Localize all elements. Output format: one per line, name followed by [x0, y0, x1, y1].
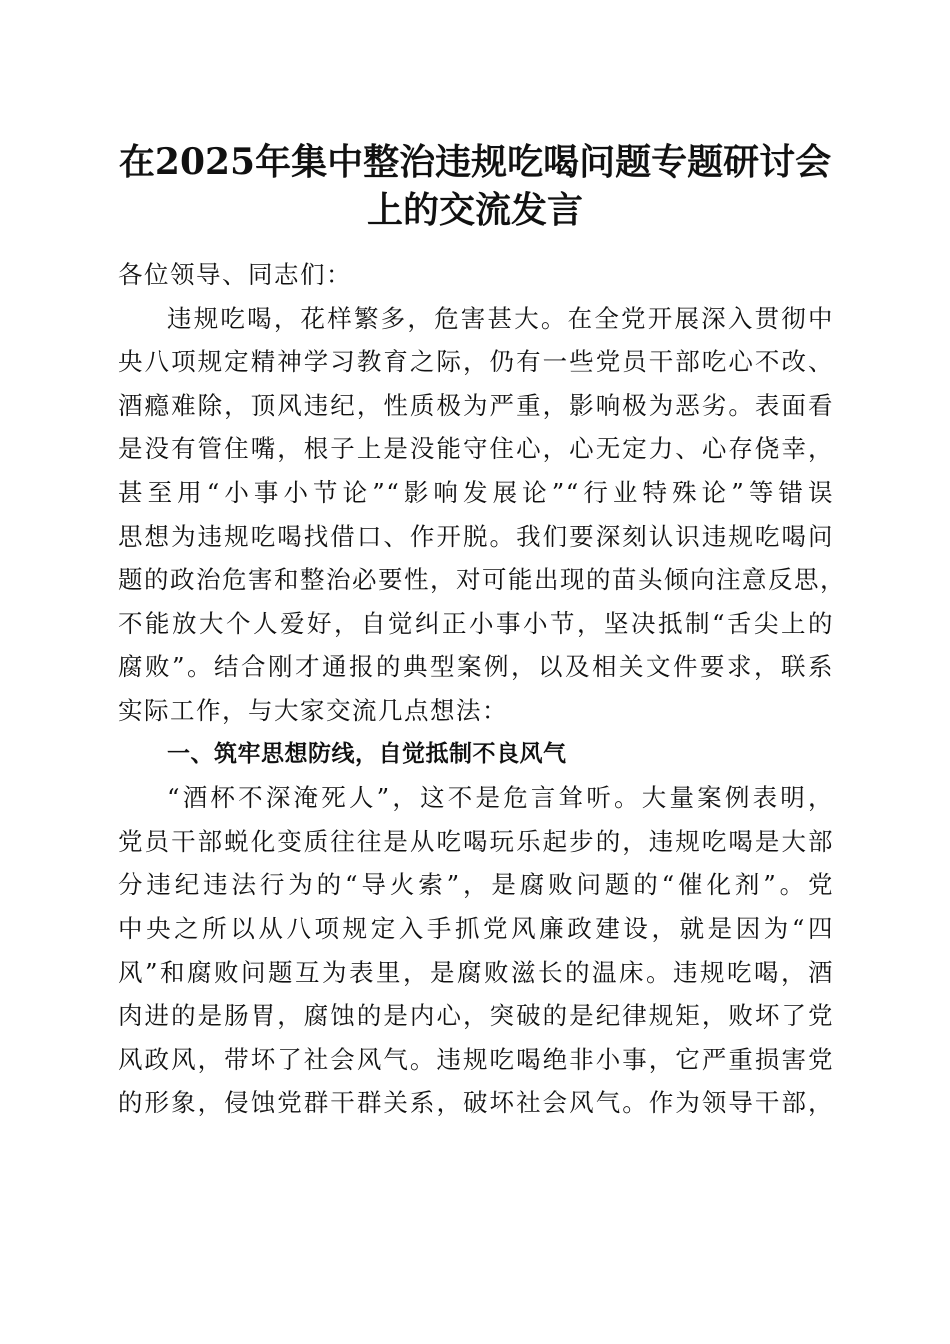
title-line-1: 在2025年集中整治违规吃喝问题专题研讨会 [118, 141, 832, 183]
paragraph-1-line: 违规吃喝，花样繁多，危害甚大。在全党开展深入贯彻中 [167, 303, 834, 333]
paragraph-2-line: 风政风，带坏了社会风气。违规吃喝绝非小事，它严重损害党 [118, 1044, 834, 1074]
section-1-heading: 一、筑牢思想防线，自觉抵制不良风气 [167, 740, 567, 767]
document-title [100, 138, 850, 234]
paragraph-1-line: 央八项规定精神学习教育之际，仍有一些党员干部吃心不改、 [118, 347, 834, 377]
paragraph-2-line: 中央之所以从八项规定入手抓党风廉政建设，就是因为“四 [118, 913, 834, 943]
paragraph-2-line: 肉进的是肠胃，腐蚀的是内心，突破的是纪律规矩，败坏了党 [118, 1001, 834, 1031]
title-line-2: 上的交流发言 [366, 189, 583, 231]
paragraph-1-line: 是没有管住嘴，根子上是没能守住心，心无定力、心存侥幸， [118, 434, 834, 464]
paragraph-1-line: 酒瘾难除，顶风违纪，性质极为严重，影响极为恶劣。表面看 [118, 390, 834, 420]
paragraph-2-line: “酒杯不深淹死人”，这不是危言耸听。大量案例表明， [167, 783, 834, 813]
paragraph-2-line: 党员干部蜕化变质往往是从吃喝玩乐起步的，违规吃喝是大部 [118, 826, 834, 856]
paragraph-2-line: 分违纪违法行为的“导火索”，是腐败问题的“催化剂”。党 [118, 870, 834, 900]
paragraph-1-line: 腐败”。结合刚才通报的典型案例，以及相关文件要求，联系 [118, 652, 834, 682]
paragraph-1-line: 思想为违规吃喝找借口、作开脱。我们要深刻认识违规吃喝问 [118, 521, 834, 551]
paragraph-2-line: 的形象，侵蚀党群干群关系，破坏社会风气。作为领导干部， [118, 1088, 834, 1118]
paragraph-1-line: 不能放大个人爱好，自觉纠正小事小节，坚决抵制“舌尖上的 [118, 608, 834, 638]
paragraph-2-line: 风”和腐败问题互为表里，是腐败滋长的温床。违规吃喝，酒 [118, 957, 834, 987]
document-body [118, 253, 846, 1125]
salutation: 各位领导、同志们： [118, 260, 352, 289]
paragraph-1-line: 实际工作，与大家交流几点想法： [118, 695, 508, 725]
paragraph-1-line: 题的政治危害和整治必要性，对可能出现的苗头倾向注意反思， [118, 565, 846, 595]
paragraph-1-line: 甚至用“小事小节论”“影响发展论”“行业特殊论”等错误 [118, 477, 834, 507]
